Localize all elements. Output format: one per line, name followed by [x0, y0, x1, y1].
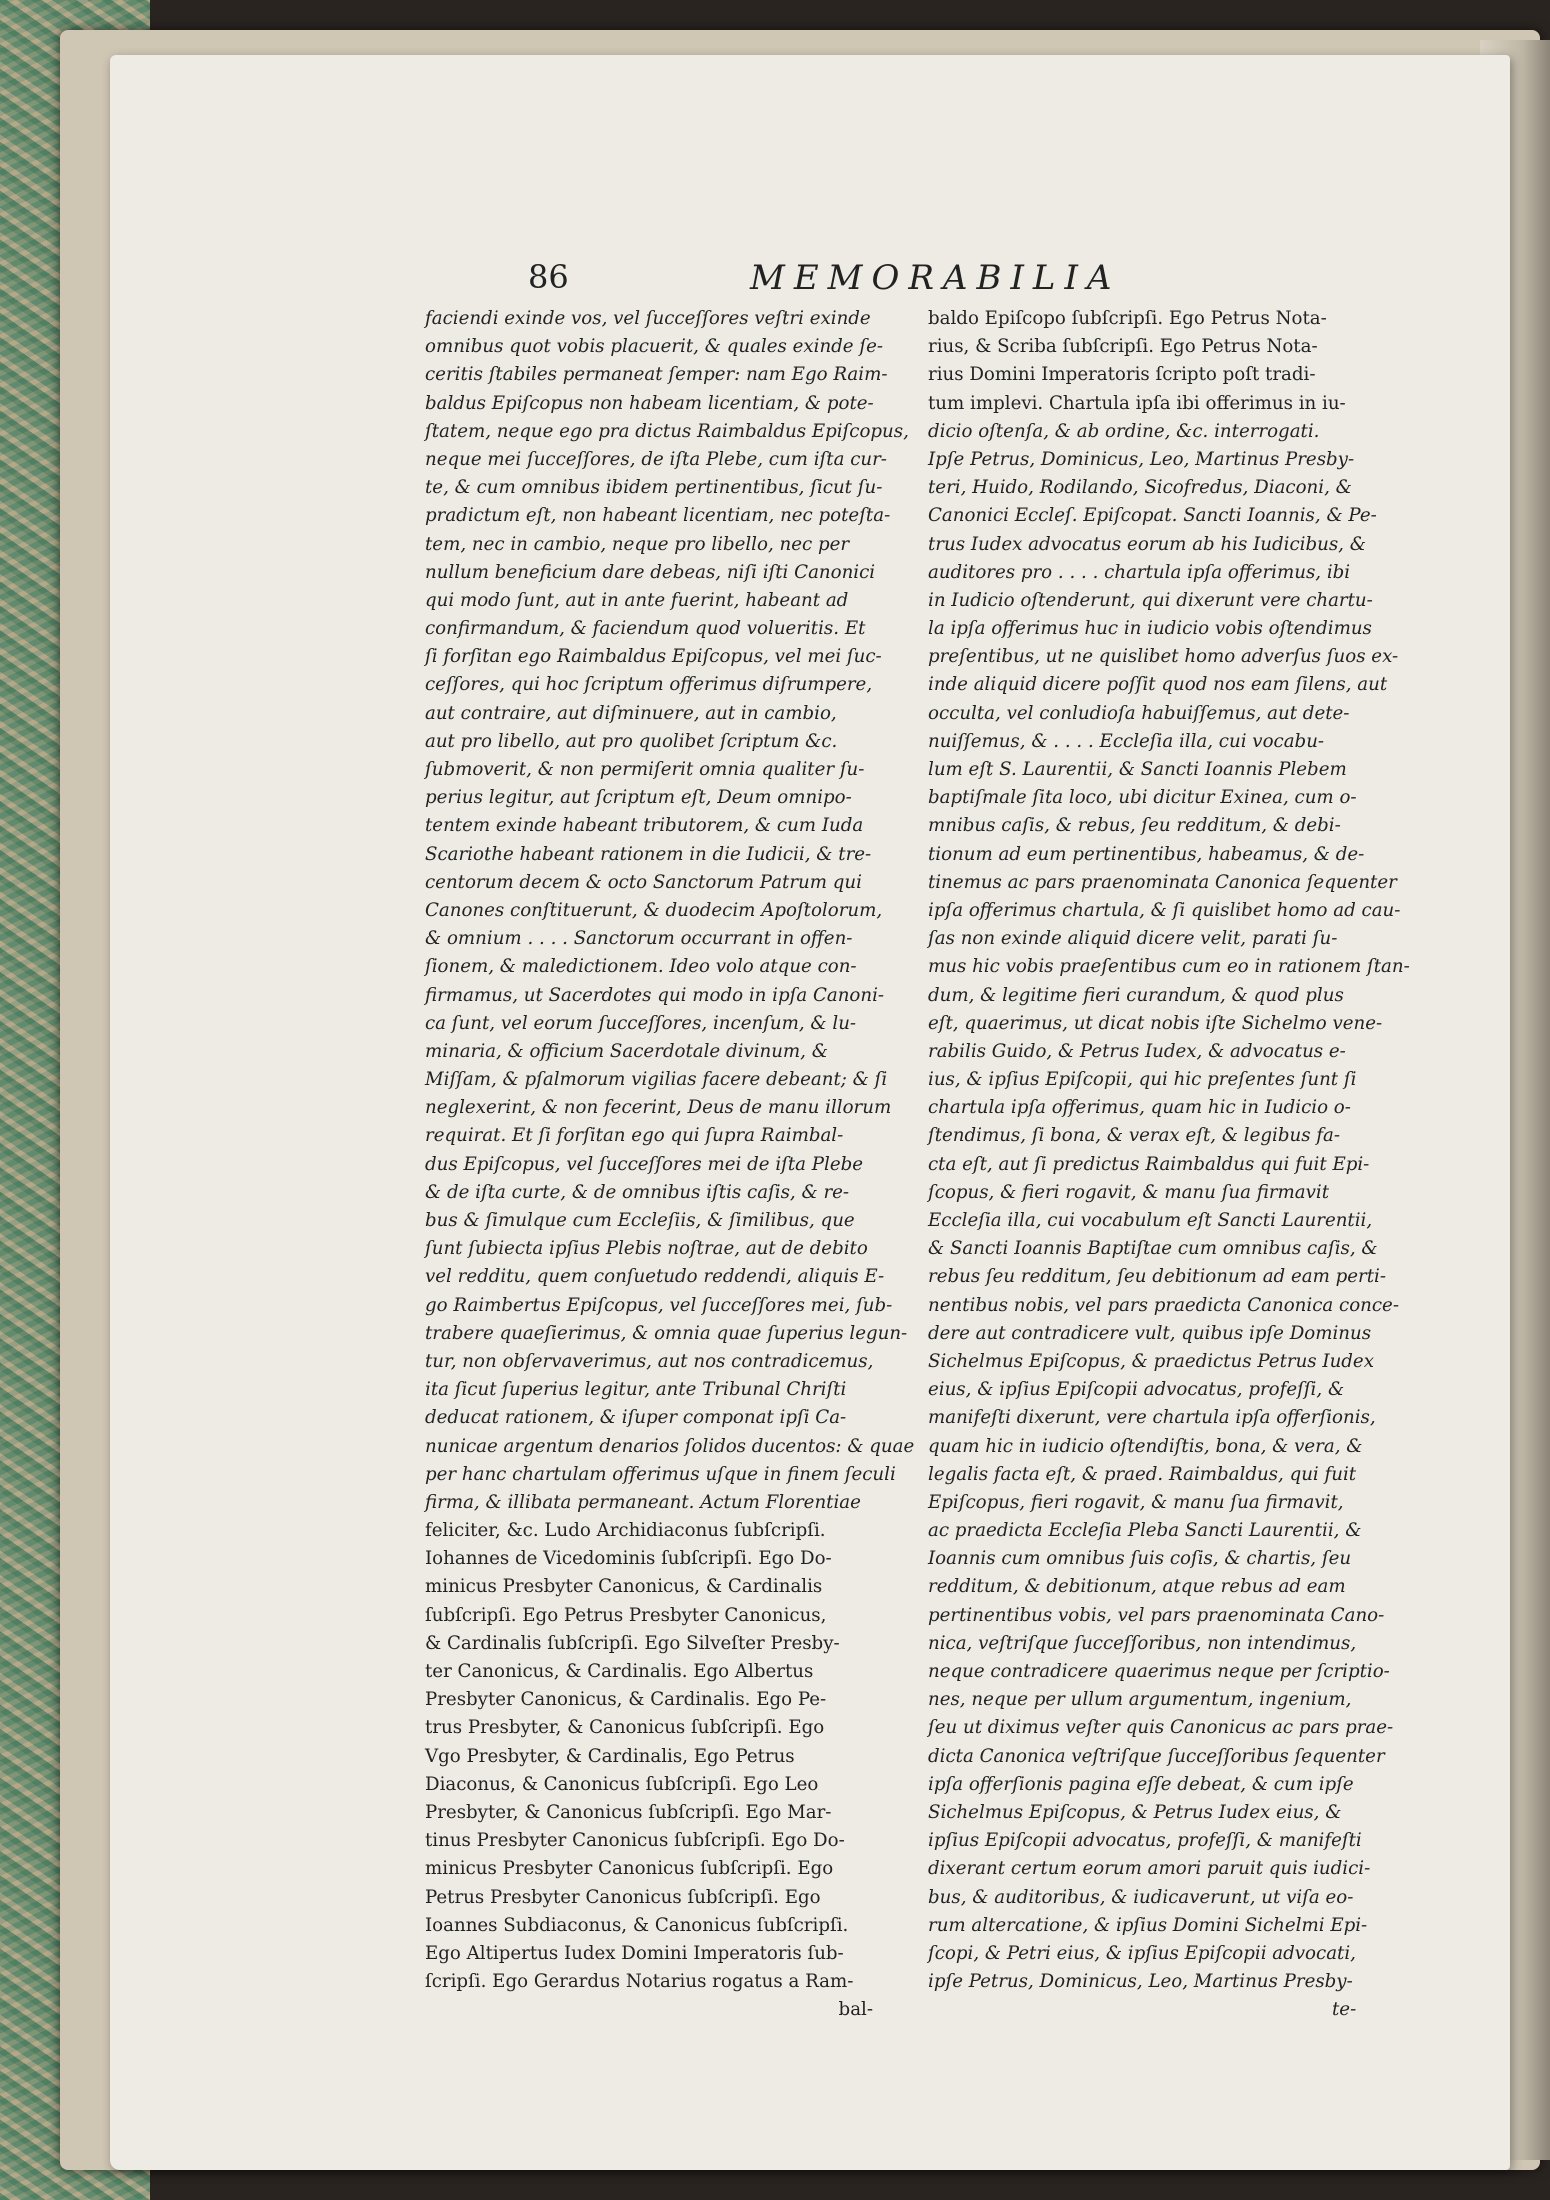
text-line: eius, & ipſius Epiſcopii advocatus, profeſſi, & [928, 1379, 1345, 1401]
text-line: aut pro libello, aut pro quolibet ſcriptum &c. [425, 730, 838, 752]
text-line: rius, & Scriba ſubſcripſi. Ego Petrus Nota- [928, 336, 1318, 358]
text-line: minicus Presbyter Canonicus, & Cardinalis [425, 1576, 823, 1598]
text-line: tinemus ac pars praenominata Canonica ſequenter [928, 871, 1397, 893]
text-line: occulta, vel conludioſa habuiſſemus, aut dete- [928, 702, 1350, 724]
text-line: rius Domini Imperatoris ſcripto poſt tradi- [928, 364, 1316, 386]
text-line: tur, non obſervaverimus, aut nos contradicemus, [425, 1350, 874, 1372]
text-line: ipſa offerimus chartula, & ſi quislibet homo ad cau- [928, 899, 1401, 921]
running-title: MEMORABILIA [750, 258, 1121, 298]
text-line: ipſe Petrus, Dominicus, Leo, Martinus Presby- [928, 1971, 1353, 1993]
text-line: trus Iudex advocatus eorum ab his Iudicibus, & [928, 533, 1366, 555]
text-line: omnibus quot vobis placuerit, & quales exinde ſe- [425, 336, 883, 358]
text-line: faciendi exinde vos, vel ſucceſſores veſtri exinde [425, 308, 871, 329]
right-text-column [928, 305, 1410, 2024]
text-line: ipſius Epiſcopii advocatus, profeſſi, & manifeſti [928, 1830, 1362, 1852]
text-line: ſubmoverit, & non permiſerit omnia qualiter ſu- [425, 759, 865, 780]
text-line: & Sancti Ioannis Baptiſtae cum omnibus caſis, & [928, 1238, 1378, 1260]
text-line: qui modo ſunt, aut in ante fuerint, habeant ad [425, 589, 849, 611]
text-line: trabere quaeſierimus, & omnia quae ſuperius legun- [425, 1322, 908, 1344]
text-line: Presbyter Canonicus, & Cardinalis. Ego Pe- [425, 1689, 827, 1711]
text-line: dus Epiſcopus, vel ſucceſſores mei de iſta Plebe [425, 1153, 864, 1175]
text-line: tentem exinde habeant tributorem, & cum Iuda [425, 815, 864, 837]
text-line: confirmandum, & faciendum quod volueritis. Et [425, 618, 866, 640]
text-line: nica, veſtriſque ſucceſſoribus, non intendimus, [928, 1632, 1357, 1654]
text-line: tinus Presbyter Canonicus ſubſcripſi. Ego Do- [425, 1830, 845, 1852]
text-line: nuiſſemus, & . . . . Eccleſia illa, cui vocabu- [928, 730, 1325, 752]
text-line: Canones conſtituerunt, & duodecim Apoſtolorum, [425, 899, 883, 921]
text-line: inde aliquid dicere poſſit quod nos eam ſilens, aut [928, 674, 1388, 696]
text-line: ſi forſitan ego Raimbaldus Epiſcopus, vel mei ſuc- [425, 646, 882, 668]
text-line: trus Presbyter, & Canonicus ſubſcripſi. Ego [425, 1717, 825, 1739]
running-head [0, 258, 1550, 298]
text-line: ſcopus, & fieri rogavit, & manu ſua firmavit [928, 1181, 1330, 1203]
text-line: Diaconus, & Canonicus ſubſcripſi. Ego Leo [425, 1773, 819, 1795]
text-line: cta eſt, aut ſi predictus Raimbaldus qui fuit Epi- [928, 1153, 1370, 1175]
text-line: Ioannes Subdiaconus, & Canonicus ſubſcripſi. [425, 1914, 849, 1936]
text-line: deducat rationem, & iſuper componat ipſi Ca- [425, 1407, 847, 1429]
text-line: ceſſores, qui hoc ſcriptum offerimus diſrumpere, [425, 674, 873, 696]
text-line: redditum, & debitionum, atque rebus ad eam [928, 1576, 1346, 1598]
text-line: & de iſta curte, & de omnibus iſtis caſis, & re- [425, 1181, 850, 1203]
text-line: Epiſcopus, fieri rogavit, & manu ſua firmavit, [928, 1491, 1344, 1513]
text-line: legalis facta eſt, & praed. Raimbaldus, qui fuit [928, 1463, 1357, 1485]
text-line: ca ſunt, vel eorum ſucceſſores, incenſum, & lu- [425, 1012, 857, 1034]
text-line: Ioannis cum omnibus ſuis coſis, & chartis, ſeu [928, 1548, 1352, 1570]
text-line: Scariothe habeant rationem in die Iudicii, & tre- [425, 843, 872, 865]
text-line: rabilis Guido, & Petrus Iudex, & advocatus e- [928, 1040, 1346, 1062]
text-line: ſas non exinde aliquid dicere velit, parati ſu- [928, 928, 1338, 950]
text-line: Sichelmus Epiſcopus, & Petrus Iudex eius, & [928, 1801, 1342, 1823]
text-line: Iohannes de Vicedominis ſubſcripſi. Ego Do- [425, 1548, 832, 1570]
text-line: ſcopi, & Petri eius, & ipſius Epiſcopii advocati, [928, 1942, 1356, 1964]
text-line: nullum beneficium dare debeas, niſi iſti Canonici [425, 561, 876, 583]
text-line: tionum ad eum pertinentibus, habeamus, & de- [928, 843, 1365, 865]
text-line: centorum decem & octo Sanctorum Patrum qui [425, 871, 862, 893]
text-line: te- [1332, 1999, 1357, 2021]
text-line: pradictum eſt, non habeant licentiam, nec poteſta- [425, 505, 891, 527]
text-line: & Cardinalis ſubſcripſi. Ego Silveſter Presby- [425, 1632, 840, 1654]
text-line: vel redditu, quem conſuetudo reddendi, aliquis E- [425, 1266, 885, 1288]
text-line: feliciter, &c. Ludo Archidiaconus ſubſcripſi. [425, 1520, 826, 1542]
text-line: ceritis ſtabiles permaneat ſemper: nam Ego Raim- [425, 364, 888, 386]
text-line: lum eſt S. Laurentii, & Sancti Ioannis Plebem [928, 759, 1347, 780]
text-line: dixerant certum eorum amori paruit quis iudici- [928, 1858, 1371, 1880]
text-line: mnibus caſis, & rebus, ſeu redditum, & debi- [928, 815, 1341, 837]
text-line: Ipſe Petrus, Dominicus, Leo, Martinus Presby- [928, 448, 1355, 470]
text-line: quam hic in iudicio oſtendiſtis, bona, & vera, & [928, 1435, 1363, 1457]
text-line: requirat. Et ſi forſitan ego qui ſupra Raimbal- [425, 1125, 844, 1147]
page-number: 86 [528, 258, 569, 296]
text-line: Eccleſia illa, cui vocabulum eſt Sancti Laurentii, [928, 1210, 1373, 1231]
text-line: nunicae argentum denarios ſolidos ducentos: & quae [425, 1435, 915, 1457]
text-line: preſentibus, ut ne quislibet homo adverſus ſuos ex- [928, 646, 1399, 668]
text-line: baptiſmale ſita loco, ubi dicitur Exinea, cum o- [928, 787, 1357, 809]
text-line: ſtatem, neque ego pra dictus Raimbaldus Epiſcopus, [425, 420, 909, 442]
text-line: perius legitur, aut ſcriptum eſt, Deum omnipo- [425, 787, 852, 809]
text-line: dicta Canonica veſtriſque ſucceſſoribus ſequenter [928, 1745, 1385, 1767]
text-line: ter Canonicus, & Cardinalis. Ego Albertus [425, 1661, 814, 1682]
text-line: baldus Epiſcopus non habeam licentiam, & pote- [425, 392, 874, 414]
text-line: minicus Presbyter Canonicus ſubſcripſi. Ego [425, 1858, 834, 1880]
text-line: Sichelmus Epiſcopus, & praedictus Petrus Iudex [928, 1350, 1374, 1372]
text-line: ſionem, & maledictionem. Ideo volo atque con- [425, 956, 857, 978]
text-line: in Iudicio oſtenderunt, qui dixerunt vere chartu- [928, 589, 1373, 611]
text-line: dicio oſtenſa, & ab ordine, &c. interrogati. [928, 420, 1320, 442]
text-line: Vgo Presbyter, & Cardinalis, Ego Petrus [425, 1745, 795, 1767]
text-line: firma, & illibata permaneant. Actum Florentiae [425, 1491, 861, 1513]
text-line: nentibus nobis, vel pars praedicta Canonica conce- [928, 1294, 1399, 1316]
text-line: tem, nec in cambio, neque pro libello, nec per [425, 533, 850, 555]
text-line: pertinentibus vobis, vel pars praenominata Cano- [928, 1604, 1385, 1626]
text-line: chartula ipſa offerimus, quam hic in Iudicio o- [928, 1097, 1351, 1119]
text-line: auditores pro . . . . chartula ipſa offerimus, ibi [928, 561, 1351, 583]
text-line: ita ſicut ſuperius legitur, ante Tribunal Chriſti [425, 1379, 847, 1401]
text-line: ſcripſi. Ego Gerardus Notarius rogatus a Ram- [425, 1971, 854, 1993]
text-line: ſunt ſubiecta ipſius Plebis noſtrae, aut de debito [425, 1238, 868, 1260]
left-text-column [425, 305, 915, 2024]
text-line: Ego Altipertus Iudex Domini Imperatoris ſub- [425, 1942, 844, 1964]
text-line: baldo Epiſcopo ſubſcripſi. Ego Petrus Nota- [928, 308, 1327, 329]
text-line: bal- [838, 1999, 873, 2021]
text-line: Petrus Presbyter Canonicus ſubſcripſi. Ego [425, 1886, 821, 1908]
text-line: rebus ſeu redditum, ſeu debitionum ad eam perti- [928, 1266, 1386, 1288]
text-line: eſt, quaerimus, ut dicat nobis iſte Sichelmo vene- [928, 1012, 1383, 1034]
text-line: aut contraire, aut diſminuere, aut in cambio, [425, 702, 837, 724]
text-line: minaria, & officium Sacerdotale divinum, & [425, 1040, 828, 1062]
text-line: neglexerint, & non fecerint, Deus de manu illorum [425, 1097, 892, 1119]
text-line: ac praedicta Eccleſia Pleba Sancti Laurentii, & [928, 1520, 1362, 1542]
text-line: la ipſa offerimus huc in iudicio vobis oſtendimus [928, 618, 1372, 640]
text-line: te, & cum omnibus ibidem pertinentibus, ſicut ſu- [425, 477, 883, 499]
text-line: neque mei ſucceſſores, de iſta Plebe, cum iſta cur- [425, 448, 887, 470]
text-line: ius, & ipſius Epiſcopii, qui hic preſentes ſunt ſi [928, 1069, 1357, 1091]
text-line: firmamus, ut Sacerdotes qui modo in ipſa Canoni- [425, 984, 885, 1006]
text-line: mus hic vobis praeſentibus cum eo in rationem ſtan- [928, 956, 1410, 978]
text-line: ſubſcripſi. Ego Petrus Presbyter Canonicus, [425, 1604, 827, 1626]
text-line: dum, & legitime fieri curandum, & quod plus [928, 984, 1344, 1006]
text-line: Canonici Eccleſ. Epiſcopat. Sancti Ioannis, & Pe- [928, 505, 1377, 527]
text-line: dere aut contradicere vult, quibus ipſe Dominus [928, 1322, 1372, 1344]
text-line: tum implevi. Chartula ipſa ibi offerimus in iu- [928, 392, 1346, 414]
text-line: manifeſti dixerunt, vere chartula ipſa offerſionis, [928, 1407, 1376, 1429]
text-line: rum altercatione, & ipſius Domini Sichelmi Epi- [928, 1914, 1368, 1936]
text-line: ipſa offerſionis pagina eſſe debeat, & cum ipſe [928, 1773, 1354, 1795]
text-line: ſeu ut diximus veſter quis Canonicus ac pars prae- [928, 1717, 1394, 1739]
text-line: ſtendimus, ſi bona, & verax eſt, & legibus fa- [928, 1125, 1341, 1147]
text-line: Miſſam, & pſalmorum vigilias facere debeant; & ſi [425, 1069, 888, 1091]
text-line: Presbyter, & Canonicus ſubſcripſi. Ego Mar- [425, 1801, 832, 1823]
text-line: per hanc chartulam offerimus uſque in finem ſeculi [425, 1463, 896, 1485]
text-line: neque contradicere quaerimus neque per ſcriptio- [928, 1661, 1390, 1682]
text-line: bus & ſimulque cum Eccleſiis, & ſimilibus, que [425, 1210, 855, 1231]
text-line: & omnium . . . . Sanctorum occurrant in offen- [425, 928, 853, 950]
text-line: teri, Huido, Rodilando, Sicofredus, Diaconi, & [928, 477, 1352, 499]
text-line: bus, & auditoribus, & iudicaverunt, ut viſa eo- [928, 1886, 1354, 1908]
text-line: nes, neque per ullum argumentum, ingenium, [928, 1689, 1352, 1711]
text-line: go Raimbertus Epiſcopus, vel ſucceſſores mei, ſub- [425, 1294, 893, 1316]
